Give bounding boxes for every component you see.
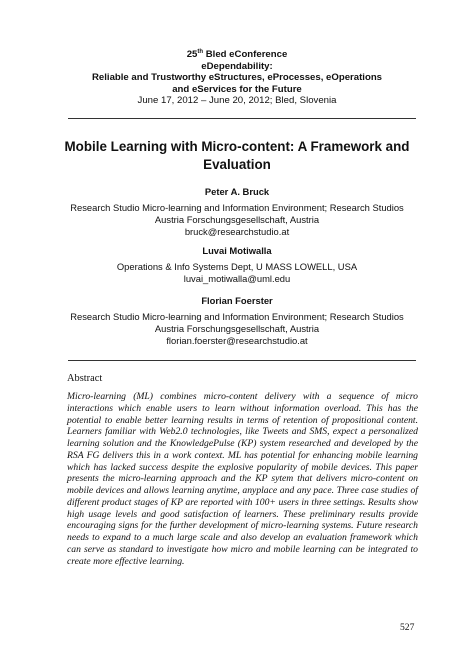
author-block-2 <box>20 245 454 285</box>
conference-dates-location: June 17, 2012 – June 20, 2012; Bled, Slovenia <box>137 95 337 107</box>
page-number: 527 <box>400 622 415 633</box>
author-affiliation-line2: Austria Forschungsgesellschaft, Austria <box>154 214 320 225</box>
edition-number: 25 <box>186 49 198 60</box>
author-affiliation-line1: Research Studio Micro-learning and Information Environment; Research Studios <box>70 202 404 213</box>
conference-name: Bled eConference <box>205 49 288 60</box>
conference-header <box>0 49 474 107</box>
edition-suffix: th <box>197 49 204 55</box>
paper-title <box>40 138 434 174</box>
header-divider <box>68 118 416 119</box>
abstract-divider <box>68 360 416 361</box>
author-name: Florian Foerster <box>201 295 273 306</box>
author-email: luvai_motiwalla@uml.edu <box>183 273 291 284</box>
conference-theme: eDependability: <box>201 60 273 72</box>
abstract-body: Micro-learning (ML) combines micro-content delivery with a sequence of micro interactions which enable users to learn without information overload. This has the potential to enable better learning results in terms of retention of propositional content. Learners familiar with Web2.0 technologies, like Tweets and SMS, expect a personalized learning solution and the KnowledgePulse (KP) system researched and developed by the RSA FG delivers this in a work context. ML has potential for enhancing mobile learning which has lacked success despite the explosive popularity of mobile devices. This paper presents the micro-learning approach and the KP sytem that delivers micro-content on mobile devices and allows learning anytime, anyplace and any pace. Three case studies of different product stages of KP are reported with 100+ users in three settings. Results show high usage levels and good satisfaction of learners. These preliminary results provide encouraging signs for the further development of micro-learning systems. Future research needs to expand to a much large scale and also develop an evaluation framework which can serve as standard to investigate how micro and mobile learning can be integrated to create more effective learning. <box>67 391 418 567</box>
conference-subtitle-line1: Reliable and Trustworthy eStructures, eProcesses, eOperations <box>91 72 383 84</box>
author-block-3 <box>20 295 454 347</box>
author-affiliation-line1: Research Studio Micro-learning and Information Environment; Research Studios <box>70 311 404 322</box>
author-affiliation-line2: Austria Forschungsgesellschaft, Austria <box>154 323 320 334</box>
title-line2: Evaluation <box>203 157 271 172</box>
author-block-1 <box>20 186 454 238</box>
author-name: Peter A. Bruck <box>204 186 270 197</box>
author-email: florian.foerster@researchstudio.at <box>166 335 308 346</box>
title-line1: Mobile Learning with Micro-content: A Framework and <box>64 139 410 154</box>
author-name: Luvai Motiwalla <box>202 245 272 256</box>
conference-subtitle-line2: and eServices for the Future <box>172 83 302 95</box>
author-email: bruck@researchstudio.at <box>184 226 290 237</box>
conference-edition <box>0 49 474 61</box>
abstract-heading: Abstract <box>67 373 103 384</box>
author-affiliation-line1: Operations & Info Systems Dept, U MASS LOWELL, USA <box>116 261 358 272</box>
